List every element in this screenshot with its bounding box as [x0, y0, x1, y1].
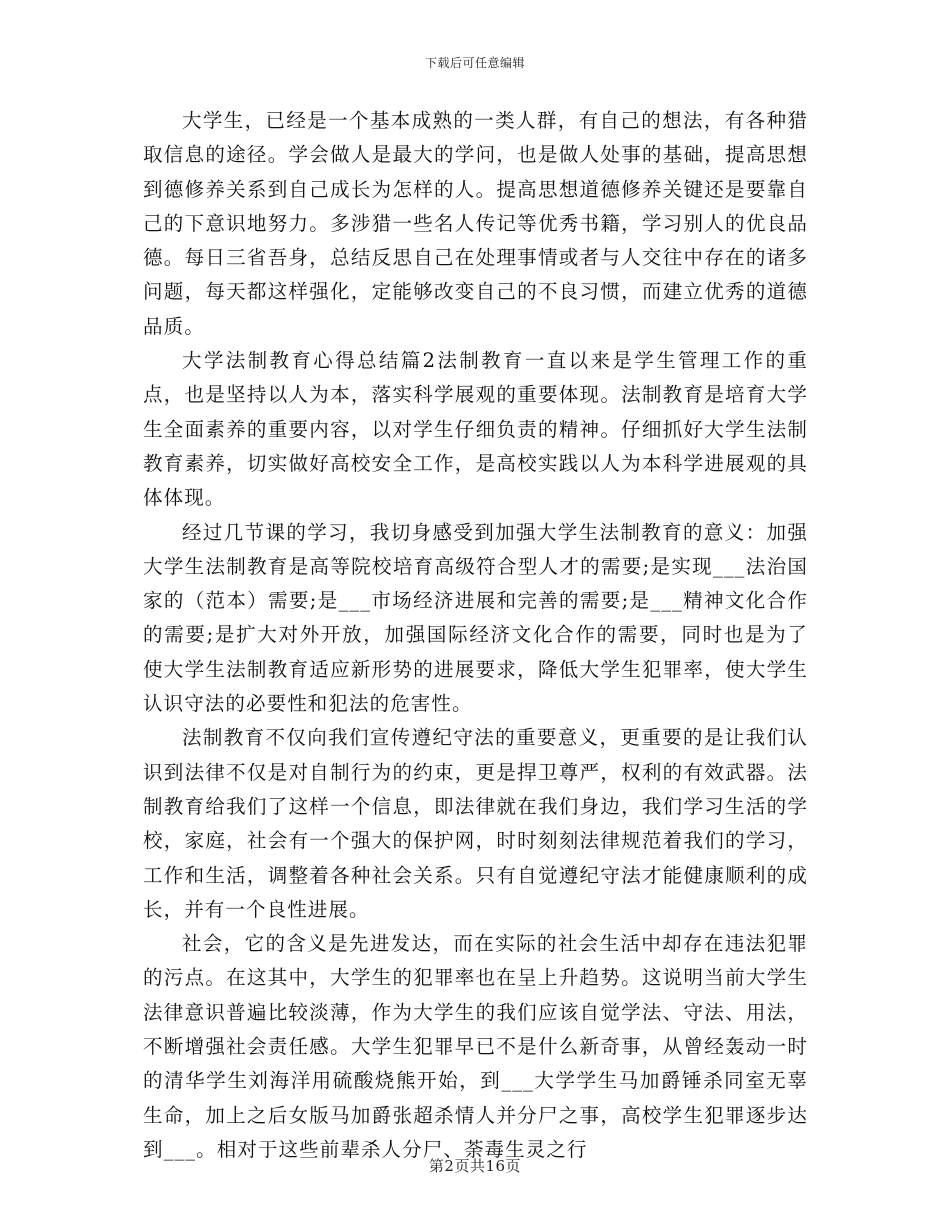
paragraph-3: 经过几节课的学习，我切身感受到加强大学生法制教育的意义：加强大学生法制教育是高等院校培育高级符合型人才的需要;是实现___法治国家的（范本）需要;是___市场经济进展和完善的需要;是___精神文化合作的需要;是扩大对外开放，加强国际经济文化合作的需要，同时也是为了使大学生法制教育适应新形势的进展要求，降低大学生犯罪率，使大学生认识守法的必要性和犯法的危害性。 [143, 520, 808, 716]
page-number: 第2页共16页 [428, 1157, 522, 1175]
paragraph-2: 大学法制教育心得总结篇2法制教育一直以来是学生管理工作的重点，也是坚持以人为本，落实科学展观的重要体现。法制教育是培育大学生全面素养的重要内容，以对学生仔细负责的精神。仔细抓好大学生法制教育素养，切实做好高校安全工作，是高校实践以人为本科学进展观的具体体现。 [143, 349, 808, 510]
paragraph-5: 社会，它的含义是先进发达，而在实际的社会生活中却存在违法犯罪的污点。在这其中，大学生的犯罪率也在呈上升趋势。这说明当前大学生法律意识普遍比较淡薄，作为大学生的我们应该自觉学法、守法、用法，不断增强社会责任感。大学生犯罪早已不是什么新奇事，从曾经轰动一时的清华学生刘海洋用硫酸烧熊开始，到___大学学生马加爵锤杀同室无辜生命，加上之后女版马加爵张超杀情人并分尸之事，高校学生犯罪逐步达到___。相对于这些前辈杀人分尸、荼毒生灵之行 [143, 932, 808, 1161]
document-body [143, 104, 808, 1167]
page-header: 下载后可任意编辑 [424, 56, 525, 70]
paragraph-4: 法制教育不仅向我们宣传遵纪守法的重要意义，更重要的是让我们认识到法律不仅是对自制行为的约束，更是捍卫尊严，权利的有效武器。法制教育给我们了这样一个信息，即法律就在我们身边，我们学习生活的学校，家庭，社会有一个强大的保护网，时时刻刻法律规范着我们的学习，工作和生活，调整着各种社会关系。只有自觉遵纪守法才能健康顺利的成长，并有一个良性进展。 [143, 726, 808, 921]
paragraph-1: 大学生，已经是一个基本成熟的一类人群，有自己的想法，有各种猎取信息的途径。学会做人是最大的学问，也是做人处事的基础，提高思想到德修养关系到自己成长为怎样的人。提高思想道德修养关键还是要靠自己的下意识地努力。多涉猎一些名人传记等优秀书籍，学习别人的优良品德。每日三省吾身，总结反思自己在处理事情或者与人交往中存在的诸多问题，每天都这样强化，定能够改变自己的不良习惯，而建立优秀的道德品质。 [143, 109, 808, 338]
